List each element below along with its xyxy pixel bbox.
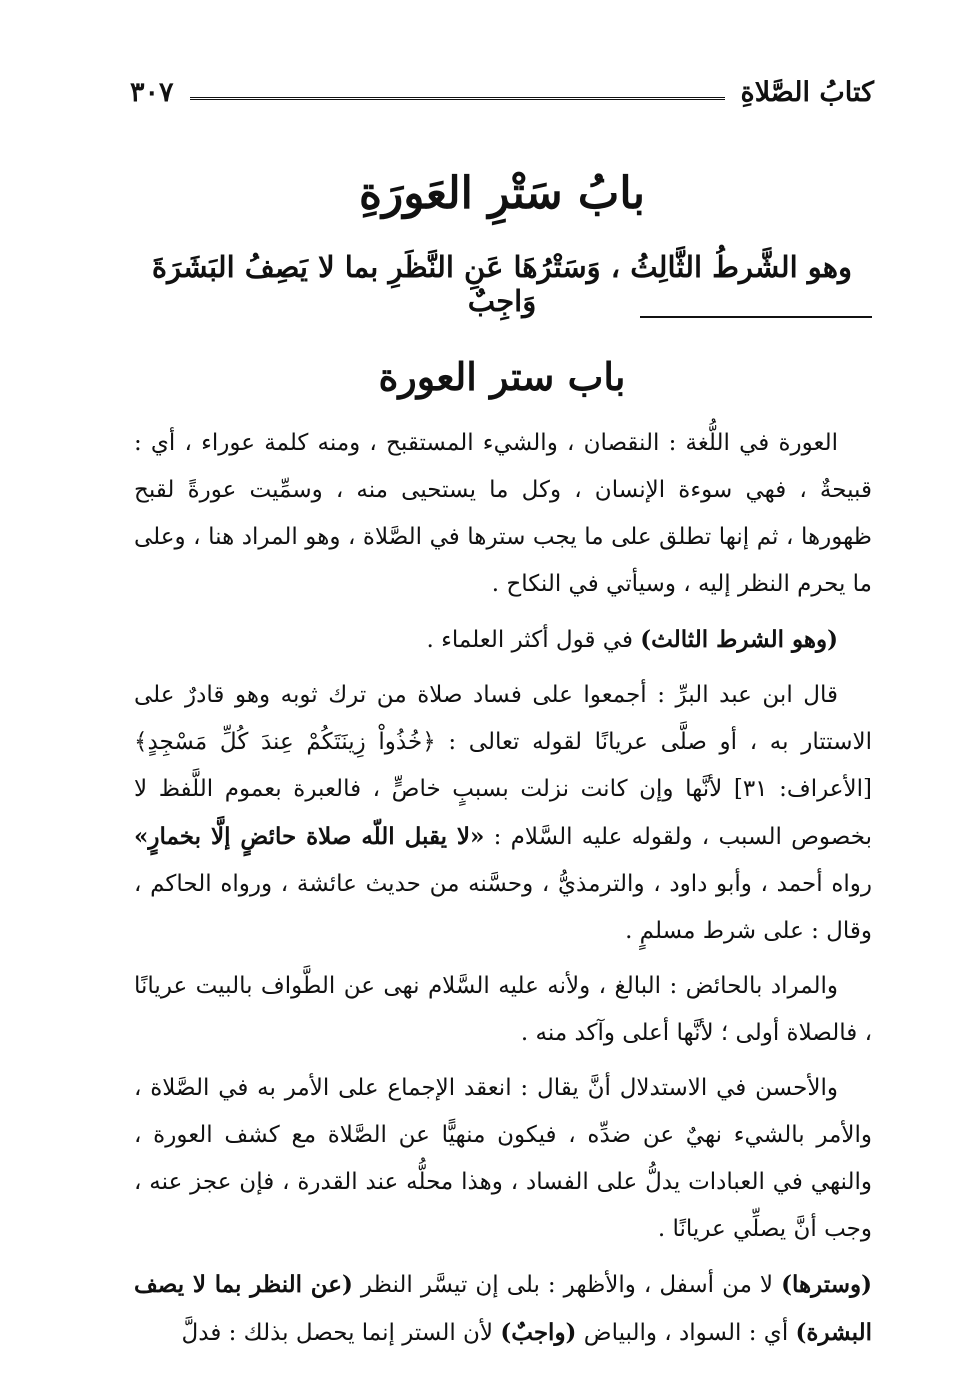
paragraph-3 [134, 672, 872, 955]
paragraph-text: لأن الستر إنما يحصل بذلك : فدلَّ [181, 1320, 501, 1346]
matn-chapter-title: بابُ سَتْرِ العَورَةِ [358, 168, 646, 219]
matn-text: وهو الشَّرطُ الثَّالِثُ ، وَسَتْرُهَا عَنِ النَّظَرِ بما لا يَصِفُ البَشَرَةَ وَاجِبٌ [151, 250, 853, 318]
paragraph-text: أي : السواد ، والبياض [576, 1320, 796, 1346]
paragraph-text: رواه أحمد ، وأبو داود ، والترمذيُّ ، وحسَّنه من حديث عائشة ، ورواه الحاكم ، وقال : على شرط مسلمٍ . [134, 871, 872, 944]
paragraph-text: قال ابن عبد البرِّ : أجمعوا على فساد صلاة من ترك ثوبه وهو قادرٌ على الاستتار به ، أو صلَّى عريانًا لقوله تعالى : ﴿خُذُواْ زِينَتَكُمْ عِندَ كُلِّ مَسْجِدٍ﴾ [الأعراف: ٣١] لأنَّها وإن كانت نزلت بسببٍ خاصٍّ ، فالعبرة بعموم اللَّفظ لا بخصوص السبب ، ولقوله عليه السَّلام : [134, 682, 872, 850]
paragraph-5: والأحسن في الاستدلال أنَّ يقال : انعقد الإجماع على الأمر به في الصَّلاة ، والأمر بالشيء نهيٌ عن ضدِّه ، فيكون منهيًّا عن الصَّلاة مع كشف العورة ، والنهي في العبادات يدلُّ على الفساد ، وهذا محلُّه عند القدرة ، فإن عجز عنه ، وجب أنَّ يصلِّي عريانًا . [134, 1075, 872, 1242]
matn-quote: (واجبٌ) [500, 1319, 577, 1346]
sharh-chapter-title: باب ستر العورة [378, 354, 626, 399]
page-number: ٣٠٧ [130, 76, 174, 108]
paragraph-text: لا من أسفل ، والأظهر : بلى إن تيسَّر النظر [352, 1272, 782, 1298]
paragraph-text: في قول أكثر العلماء . [426, 627, 641, 653]
header-rule [190, 97, 725, 100]
book-title: كتابُ الصَّلاةِ [740, 76, 874, 108]
paragraph-1: العورة في اللُّغة : النقصان ، والشيء المستقبح ، ومنه كلمة عوراء ، أي : قبيحةٌ ، فهي سوءة الإنسان ، وكل ما يستحيى منه ، وسمِّيت عورةً لقبح ظهورها ، ثم إنها تطلق على ما يجب سترها في الصَّلاة ، وهو المراد هنا ، وعلى ما يحرم النظر إليه ، وسيأتي في النكاح . [134, 430, 872, 597]
paragraph-2 [134, 616, 872, 664]
paragraph-6 [134, 1261, 872, 1357]
matn-quote: (وسترها) [781, 1271, 872, 1298]
matn-quote: (وهو الشرط الثالث) [640, 626, 838, 653]
hadith-quote: «لا يقبل اللّه صلاة حائضٍ إلَّا بخمارٍ» [134, 823, 485, 850]
matn-quote: (عن النظر بما لا يصف البشرة) [134, 1271, 872, 1346]
commentary-body [134, 420, 872, 1365]
paragraph-4: والمراد بالحائض : البالغ ، ولأنه عليه السَّلام نهى عن الطَّواف بالبيت عريانًا ، فالصلاة أولى ؛ لأنَّها أعلى وآكد منه . [134, 973, 872, 1046]
running-header [130, 72, 874, 112]
section-divider [640, 316, 872, 318]
